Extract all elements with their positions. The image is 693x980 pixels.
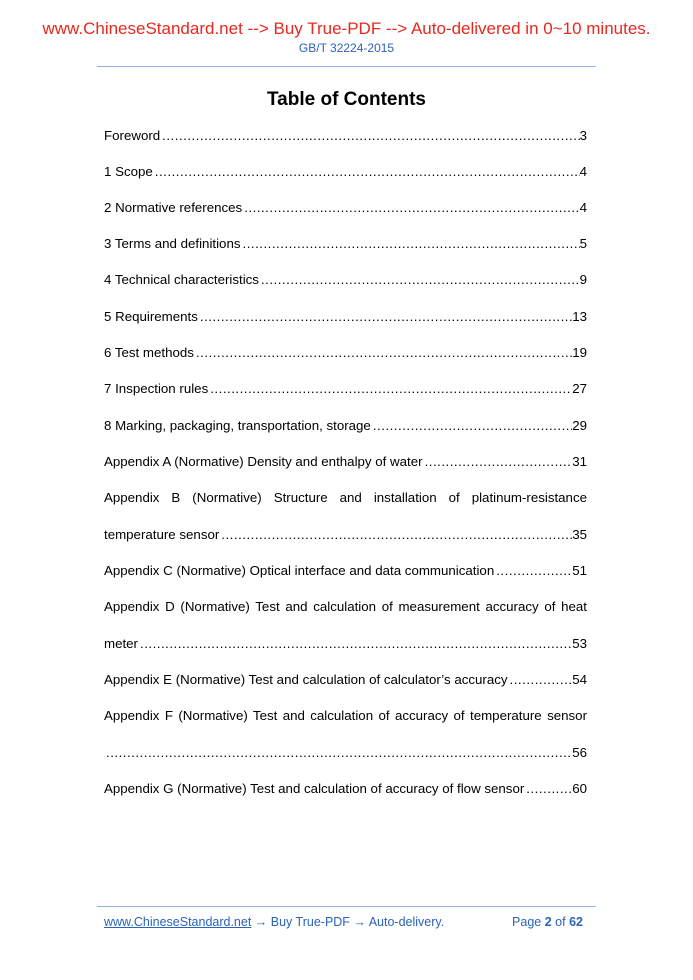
toc-label: 8 Marking, packaging, transportation, storage: [104, 418, 371, 433]
footer-tagline: → Buy True-PDF → Auto-delivery.: [251, 915, 445, 929]
toc-label: 1 Scope: [104, 164, 153, 179]
toc-page: 53: [572, 636, 587, 651]
toc-page: 27: [572, 381, 587, 396]
toc-page: 29: [572, 418, 587, 433]
toc-label: 6 Test methods: [104, 345, 194, 360]
toc-page: 35: [572, 527, 587, 542]
toc-label: Appendix E (Normative) Test and calculation of calculator’s accuracy: [104, 672, 508, 687]
toc-page: 13: [572, 309, 587, 324]
toc-label: 5 Requirements: [104, 309, 198, 324]
toc-entry-appendix-d-line2[interactable]: [104, 634, 587, 654]
current-page: 2: [544, 915, 552, 929]
toc-label: temperature sensor: [104, 527, 220, 542]
footer-site-link[interactable]: www.ChineseStandard.net: [104, 915, 252, 929]
toc-entry-appendix-b-line2[interactable]: [104, 525, 587, 545]
page-footer: [104, 915, 583, 933]
toc-entry-normative-references[interactable]: [104, 198, 587, 218]
toc-entry-inspection-rules[interactable]: [104, 379, 587, 399]
toc-entry-foreword[interactable]: [104, 126, 587, 146]
toc-page: 56: [572, 745, 587, 760]
toc-label: Appendix G (Normative) Test and calculation of accuracy of flow sensor: [104, 781, 525, 796]
toc-label: Appendix A (Normative) Density and enthalpy of water: [104, 454, 423, 469]
toc-label: 7 Inspection rules: [104, 381, 209, 396]
toc-label: Appendix C (Normative) Optical interface and data communication: [104, 563, 495, 578]
toc-page: 4: [579, 164, 587, 179]
toc-entry-appendix-f-line2[interactable]: [104, 743, 587, 763]
footer-divider: [97, 906, 596, 907]
toc-page: 60: [572, 781, 587, 796]
toc-entry-appendix-b-line1[interactable]: Appendix B (Normative) Structure and installation of platinum-resistance: [104, 490, 587, 505]
toc-page: 4: [579, 200, 587, 215]
toc-entry-appendix-d-line1[interactable]: Appendix D (Normative) Test and calculation of measurement accuracy of heat: [104, 599, 587, 614]
toc-entry-scope[interactable]: [104, 162, 587, 182]
toc-label: 3 Terms and definitions: [104, 236, 241, 251]
standard-code: GB/T 32224-2015: [298, 41, 395, 55]
page-indicator: Page 2 of 62: [512, 915, 583, 929]
toc-page: 19: [572, 345, 587, 360]
toc-page: 5: [579, 236, 587, 251]
toc-entry-appendix-f-line1[interactable]: Appendix F (Normative) Test and calculation of accuracy of temperature sensor: [104, 708, 587, 723]
toc-entry-appendix-c[interactable]: [104, 561, 587, 581]
toc-entry-requirements[interactable]: [104, 307, 587, 327]
toc-page: 31: [572, 454, 587, 469]
toc-label: Foreword: [104, 128, 161, 143]
toc-page: 9: [579, 272, 587, 287]
promo-banner[interactable]: www.ChineseStandard.net --> Buy True-PDF --> Auto-delivered in 0~10 minutes.: [42, 19, 651, 38]
toc-page: 51: [572, 563, 587, 578]
total-pages: 62: [569, 915, 583, 929]
toc-entry-appendix-a[interactable]: [104, 452, 587, 472]
toc-entry-test-methods[interactable]: [104, 343, 587, 363]
page-title: Table of Contents: [266, 89, 427, 110]
toc-entry-appendix-e[interactable]: [104, 670, 587, 690]
toc-label: 2 Normative references: [104, 200, 243, 215]
toc-entry-terms[interactable]: [104, 234, 587, 254]
toc-entry-marking[interactable]: [104, 416, 587, 436]
toc-page: 54: [572, 672, 587, 687]
toc-entry-appendix-g[interactable]: [104, 779, 587, 799]
toc-entry-technical-characteristics[interactable]: [104, 270, 587, 290]
toc-label: meter: [104, 636, 138, 651]
toc-page: 3: [579, 128, 587, 143]
toc-label: 4 Technical characteristics: [104, 272, 259, 287]
